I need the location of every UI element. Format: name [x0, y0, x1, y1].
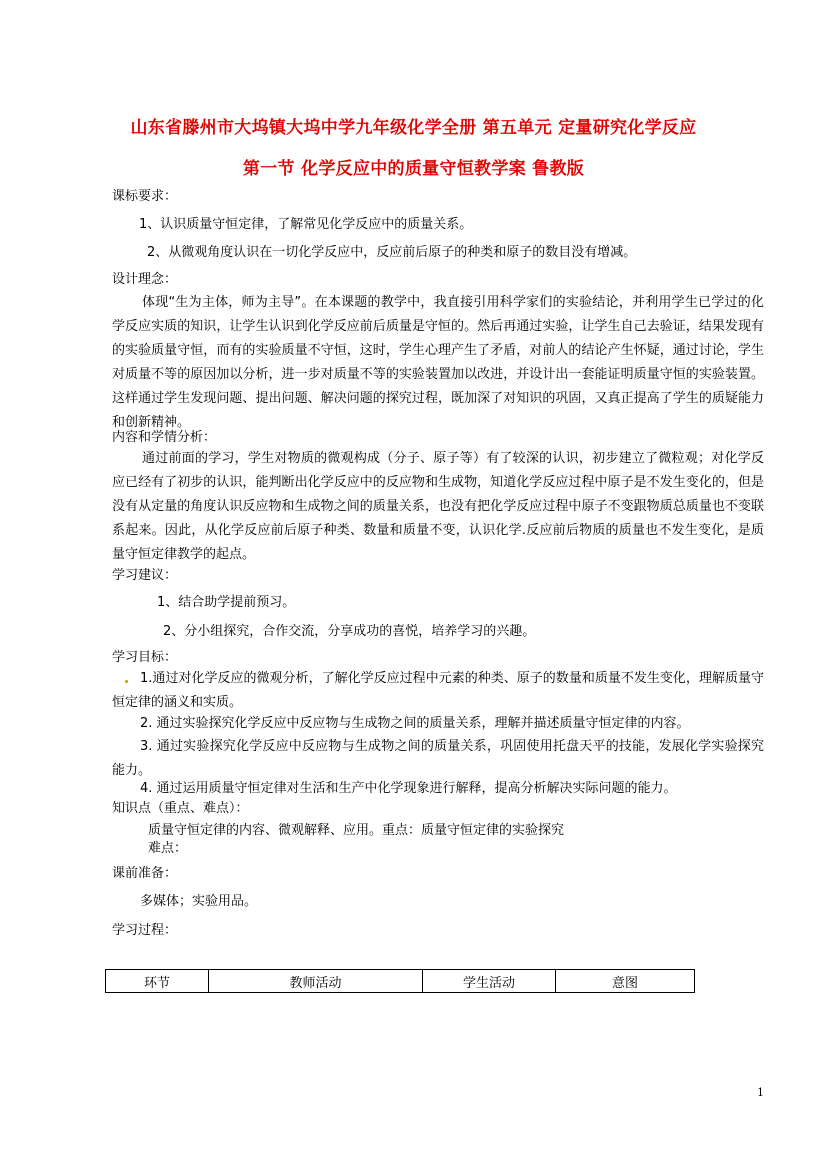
zhunbei-content: 多媒体；实验用品。 [140, 894, 258, 909]
section-heading-kebiao: 课标要求： [112, 189, 178, 204]
table-header-cell: 环节 [106, 970, 209, 993]
section-heading-neirong: 内容和学情分析： [112, 430, 217, 445]
table-header-cell: 教师活动 [209, 970, 423, 993]
section-heading-sheji: 设计理念： [112, 272, 178, 287]
table-header-cell: 意图 [556, 970, 695, 993]
mubiao-item-3: 3. 通过实验探究化学反应中反应物与生成物之间的质量关系，巩固使用托盘天平的技能，发展化学实验探究能力。 [112, 739, 764, 778]
document-title-line1: 山东省滕州市大坞镇大坞中学九年级化学全册 第五单元 定量研究化学反应 [130, 118, 697, 138]
sheji-paragraph: 体现“生为主体，师为主导”。在本课题的教学中，我直接引用科学家们的实验结论，并利用学生已学过的化学反应实质的知识，让学生认识到化学反应前后质量是守恒的。然后再通过实验，让学生自己去验证，结果发现有的实验质量守恒，而有的实验质量不守恒，这时，学生心理产生了矛盾，对前人的结论产生怀疑，通过讨论，学生对质量不等的原因加以分析，进一步对质量不等的实验装置加以改进，并设计出一套能证明质量守恒的实验装置。这样通过学生发现问题、提出问题、解决问题的探究过程，既加深了对知识的巩固，又真正提高了学生的质疑能力和创新精神。 [112, 295, 764, 430]
mubiao-item-2: 2. 通过实验探究化学反应中反应物与生成物之间的质量关系，理解并描述质量守恒定律的内容。 [140, 716, 690, 731]
kebiao-item-2: 2、从微观角度认识在一切化学反应中，反应前后原子的种类和原子的数目没有增减。 [147, 245, 637, 260]
page-number: 1 [757, 1086, 764, 1099]
table-header-row [106, 970, 695, 993]
jianyi-item-2: 2、分小组探究，合作交流，分享成功的喜悦，培养学习的兴趣。 [163, 624, 536, 639]
process-table [105, 969, 695, 993]
section-heading-guocheng: 学习过程： [112, 923, 178, 938]
section-heading-mubiao: 学习目标： [112, 650, 178, 665]
zhishi-line-2: 难点： [148, 841, 188, 856]
kebiao-item-1: 1、认识质量守恒定律，了解常见化学反应中的质量关系。 [139, 217, 473, 232]
mubiao-item-1: 1.通过对化学反应的微观分析，了解化学反应过程中元素的种类、原子的数量和质量不发生变化，理解质量守恒定律的涵义和实质。 [112, 671, 764, 710]
section-heading-jianyi: 学习建议： [112, 568, 178, 583]
section-heading-zhishi: 知识点（重点、难点）： [112, 801, 249, 816]
zhishi-line-1: 质量守恒定律的内容、微观解释、应用。重点：质量守恒定律的实验探究 [148, 823, 565, 838]
mubiao-item-4: 4. 通过运用质量守恒定律对生活和生产中化学现象进行解释，提高分析解决实际问题的能力。 [140, 781, 677, 796]
document-title-line2: 第一节 化学反应中的质量守恒教学案 鲁教版 [242, 159, 585, 179]
table-header-cell: 学生活动 [423, 970, 556, 993]
jianyi-item-1: 1、结合助学提前预习。 [157, 595, 296, 610]
section-heading-zhunbei: 课前准备： [112, 866, 178, 881]
neirong-paragraph: 通过前面的学习，学生对物质的微观构成（分子、原子等）有了较深的认识，初步建立了微粒观；对化学反应已经有了初步的认识，能判断出化学反应中的反应物和生成物，知道化学反应过程中原子是不发生变化的，但是没有从定量的角度认识反应物和生成物之间的质量关系，也没有把化学反应过程中原子不变跟物质总质量也不变联系起来。因此，从化学反应前后原子种类、数量和质量不变，认识化学.反应前后物质的质量也不发生变化，是质量守恒定律教学的起点。 [112, 451, 764, 562]
